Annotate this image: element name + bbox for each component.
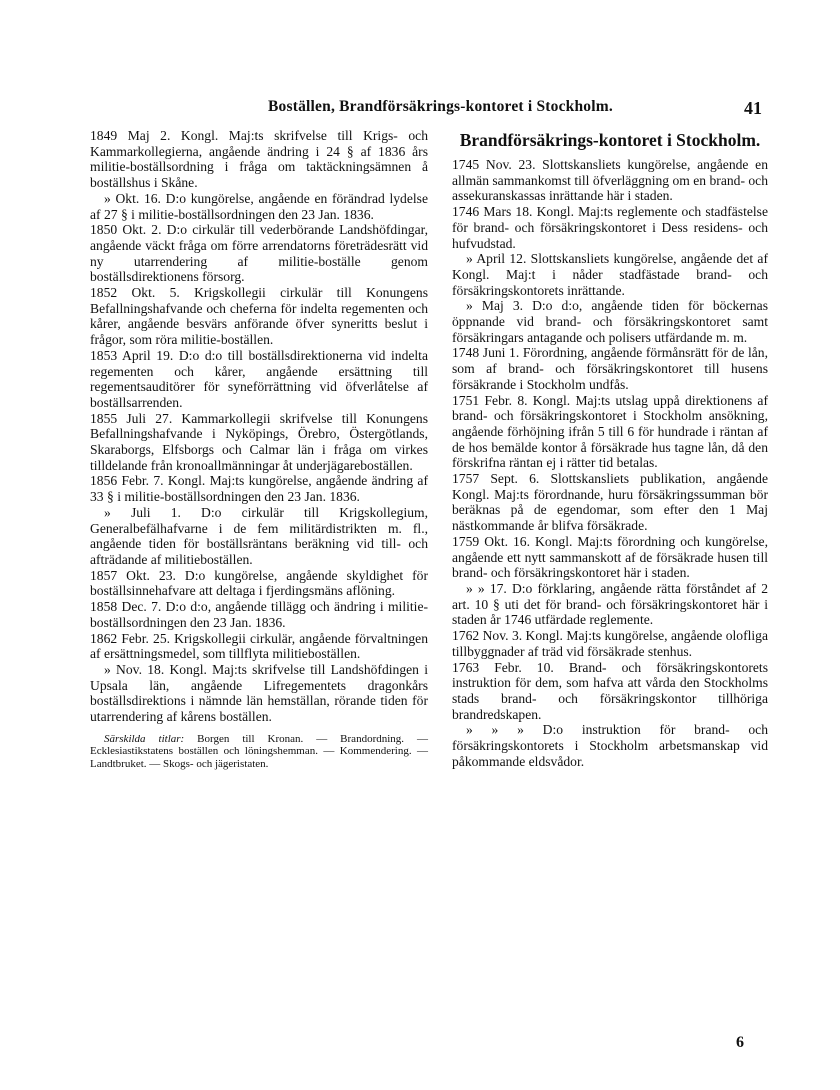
right-entry: 1751 Febr. 8. Kongl. Maj:ts utslag uppå direktionens af brand- och försäkringskontoret i Stockholm ansökning, angående förhöjning ifrån 5 till 6 för hundrade i räntan af de hos bemälde kontor å försäkrade hus tagne lån, då den förskrifna räntan ej i rätter tid betalas.: [452, 392, 768, 471]
running-title: Boställen, Brandförsäkrings-kontoret i Stockholm.: [268, 98, 613, 115]
right-entry: » » » D:o instruktion för brand- och försäkringskontorets i Stockholm arbetsmanskap vid påkommande eldsvådor.: [452, 722, 768, 769]
right-entry: 1757 Sept. 6. Slottskansliets publikation, angående Kongl. Maj:ts förordnande, huru försäkringssumman bör beräknas på de egendomar, som efter den 1 Maj nästkommande år blifva försäkrade.: [452, 471, 768, 534]
section-heading: Brandförsäkrings-kontoret i Stockholm.: [459, 130, 761, 150]
right-entry: 1748 Juni 1. Förordning, angående förmånsrätt för de lån, som af brand- och försäkringskontoret till husens försäkrande i Stockholm undfås.: [452, 345, 768, 392]
left-entry: » Juli 1. D:o cirkulär till Krigskollegium, Generalbefälhafvarne i de fem militärdistrikten m. fl., angående tiden för boställsräntans beräkning vid till- och afträdande af militieboställen.: [90, 504, 428, 567]
right-entry: » Maj 3. D:o d:o, angående tiden för böckernas öppnande vid brand- och försäkringskontoret samt försäkringars antagande och polisers utfärdande m. m.: [452, 298, 768, 345]
left-entry: 1853 April 19. D:o d:o till boställsdirektionerna vid indelta regementen och kårer, angående ersättning till regementsauditörer för syneförrättning vid öfverlåtelse af boställsarrenden.: [90, 347, 428, 410]
right-entry: 1759 Okt. 16. Kongl. Maj:ts förordning och kungörelse, angående ett nytt sammanskott af de försäkrade husen till brand- och försäkringskontoret här i staden.: [452, 533, 768, 581]
footnote-label: Särskilda titlar:: [104, 732, 185, 745]
left-entry: 1862 Febr. 25. Krigskollegii cirkulär, angående förvaltningen af ersättningsmedel, som tillflyta militieboställen.: [90, 630, 428, 662]
running-header: [0, 98, 840, 122]
right-entry: » April 12. Slottskansliets kungörelse, angående det af Kongl. Maj:t i nåder stadfästade brand- och försäkringskontorets inrättande.: [452, 251, 768, 298]
right-entry: 1762 Nov. 3. Kongl. Maj:ts kungörelse, angående olofliga tillbyggnader af träd vid försäkrade stenhus.: [452, 628, 768, 659]
right-entry: 1745 Nov. 23. Slottskansliets kungörelse, angående en allmän sammankomst till öfverläggning om en brand- och assekuranskassas inrättande här i staden.: [452, 157, 768, 204]
left-entry: 1857 Okt. 23. D:o kungörelse, angående skyldighet för boställsinnehafvare att deltaga i fjerdingsmäns aflöning.: [90, 567, 428, 599]
left-entry: » Nov. 18. Kongl. Maj:ts skrifvelse till Landshöfdingen i Upsala län, angående Lifregementets dragonkårs boställsdirektions i nämnde län hemställan, rörande tiden för utarrendering af kårens boställen.: [90, 661, 428, 725]
left-entry: 1852 Okt. 5. Krigskollegii cirkulär till Konungens Befallningshafvande och cheferna för indelta regementen och kårer, angående besvärs anförande öfver syneritts beslut i frågor, som röra militie-boställen.: [90, 285, 428, 348]
left-entry: 1849 Maj 2. Kongl. Maj:ts skrifvelse till Krigs- och Kammarkollegierna, angående ändring i 24 § af 1836 års militie-boställsordning i fråga om taktäckningsämnen å boställshus i Skåne.: [90, 128, 428, 191]
right-entry: » » 17. D:o förklaring, angående rätta förståndet af 2 art. 10 § uti det för brand- och försäkringskontoret här i staden år 1746 utfärdade reglemente.: [452, 580, 768, 628]
signature-mark: 6: [736, 1034, 744, 1051]
left-entry: 1855 Juli 27. Kammarkollegii skrifvelse till Konungens Befallningshafvande i Nyköpings, Örebro, Östergötlands, Skaraborgs, Elfsborgs och Calmar län i fråga om virkes tilldelande från kronoallmänningar åt underjägareboställen.: [90, 410, 428, 473]
right-entry: 1746 Mars 18. Kongl. Maj:ts reglemente och stadfästelse för brand- och försäkringskontoret i Dess residens- och hufvudstad.: [452, 204, 768, 251]
footnote: [90, 733, 428, 771]
right-entry: 1763 Febr. 10. Brand- och försäkringskontorets instruktion för dem, som hafva att vårda den Stockholms stads brand- och försäkringskontor tillhöriga brandredskapen.: [452, 659, 768, 722]
footnote-text: Borgen till Kronan. — Brandordning. — Ecklesiastikstatens boställen och löningshemman. — Kommendering. — Landtbruket. — Skogs- och jägeristaten.: [90, 732, 429, 770]
left-entry: 1850 Okt. 2. D:o cirkulär till vederbörande Landshöfdingar, angående väckt fråga om förre arrendatorns företrädesrätt vid ny utarrendering af militie-boställe genom boställsdirektionens försorg.: [90, 222, 428, 285]
left-column: [90, 128, 428, 782]
left-entry: » Okt. 16. D:o kungörelse, angående en förändrad lydelse af 27 § i militie-boställsordningen den 23 Jan. 1836.: [90, 190, 428, 222]
right-column: [452, 128, 768, 769]
left-entry: 1856 Febr. 7. Kongl. Maj:ts kungörelse, angående ändring af 33 § i militie-boställsordningen den 23 Jan. 1836.: [90, 473, 428, 505]
page-number: 41: [744, 98, 762, 118]
left-entry: 1858 Dec. 7. D:o d:o, angående tillägg och ändring i militie-boställsordningen den 23 Jan. 1836.: [90, 599, 428, 630]
